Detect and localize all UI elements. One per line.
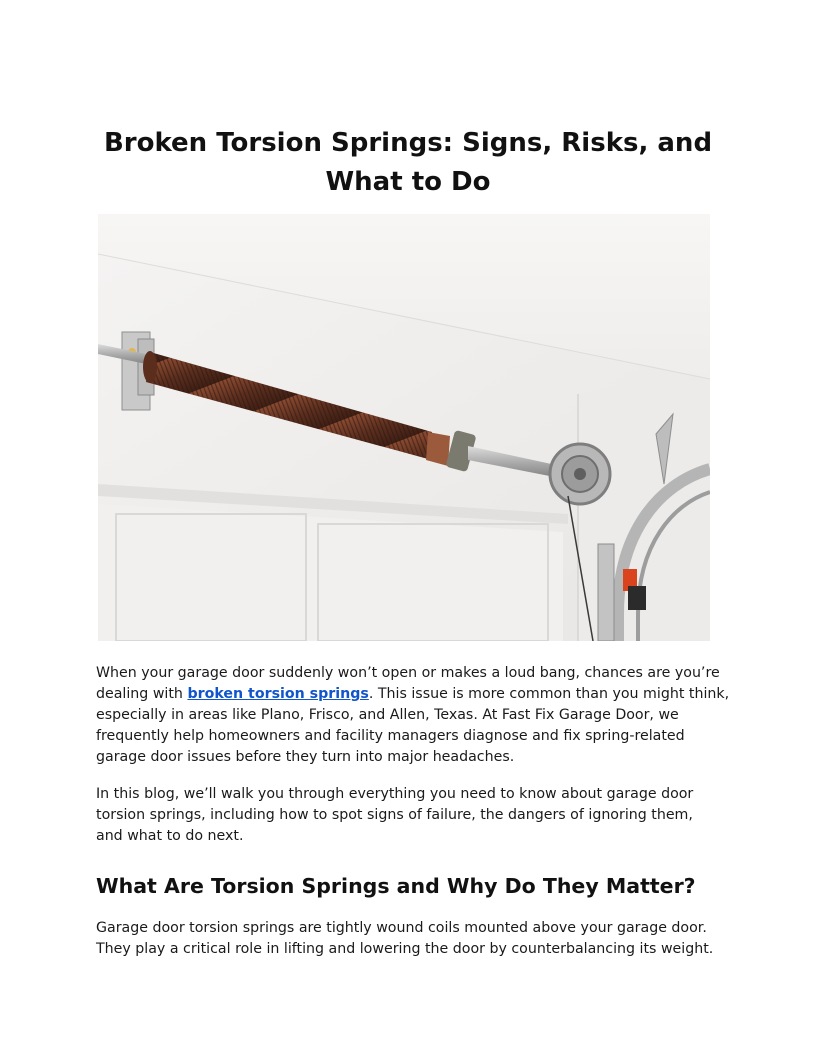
hero-image	[98, 214, 710, 641]
paragraph-line: Garage door torsion springs are tightly wound coils mounted above your garage door.	[96, 920, 707, 936]
broken-torsion-springs-link[interactable]: broken torsion springs	[187, 686, 369, 702]
torsion-springs-paragraph	[96, 918, 720, 960]
paragraph-line: especially in areas like Plano, Frisco, and Allen, Texas. At Fast Fix Garage Door, we	[96, 707, 679, 723]
text-run: . This issue is more common than you might think,	[368, 686, 730, 702]
title-line-2: What to Do	[325, 167, 491, 197]
page-title	[96, 124, 720, 202]
section-heading: What Are Torsion Springs and Why Do They Matter?	[96, 874, 696, 898]
paragraph-line: They play a critical role in lifting and lowering the door by counterbalancing its weight.	[96, 941, 714, 957]
overview-paragraph	[96, 784, 720, 847]
paragraph-line	[96, 684, 730, 705]
paragraph-line: frequently help homeowners and facility managers diagnose and fix spring-related	[96, 728, 685, 744]
text-run: dealing with	[96, 686, 188, 702]
paragraph-line: garage door issues before they turn into major headaches.	[96, 749, 515, 765]
paragraph-line: and what to do next.	[96, 828, 244, 844]
paragraph-line: When your garage door suddenly won’t open or makes a loud bang, chances are you’re	[96, 665, 720, 681]
title-line-1: Broken Torsion Springs: Signs, Risks, and	[103, 128, 713, 158]
document-page	[96, 0, 730, 1056]
paragraph-line: torsion springs, including how to spot signs of failure, the dangers of ignoring them,	[96, 807, 693, 823]
intro-paragraph	[96, 663, 730, 768]
paragraph-line: In this blog, we’ll walk you through everything you need to know about garage door	[96, 786, 694, 802]
